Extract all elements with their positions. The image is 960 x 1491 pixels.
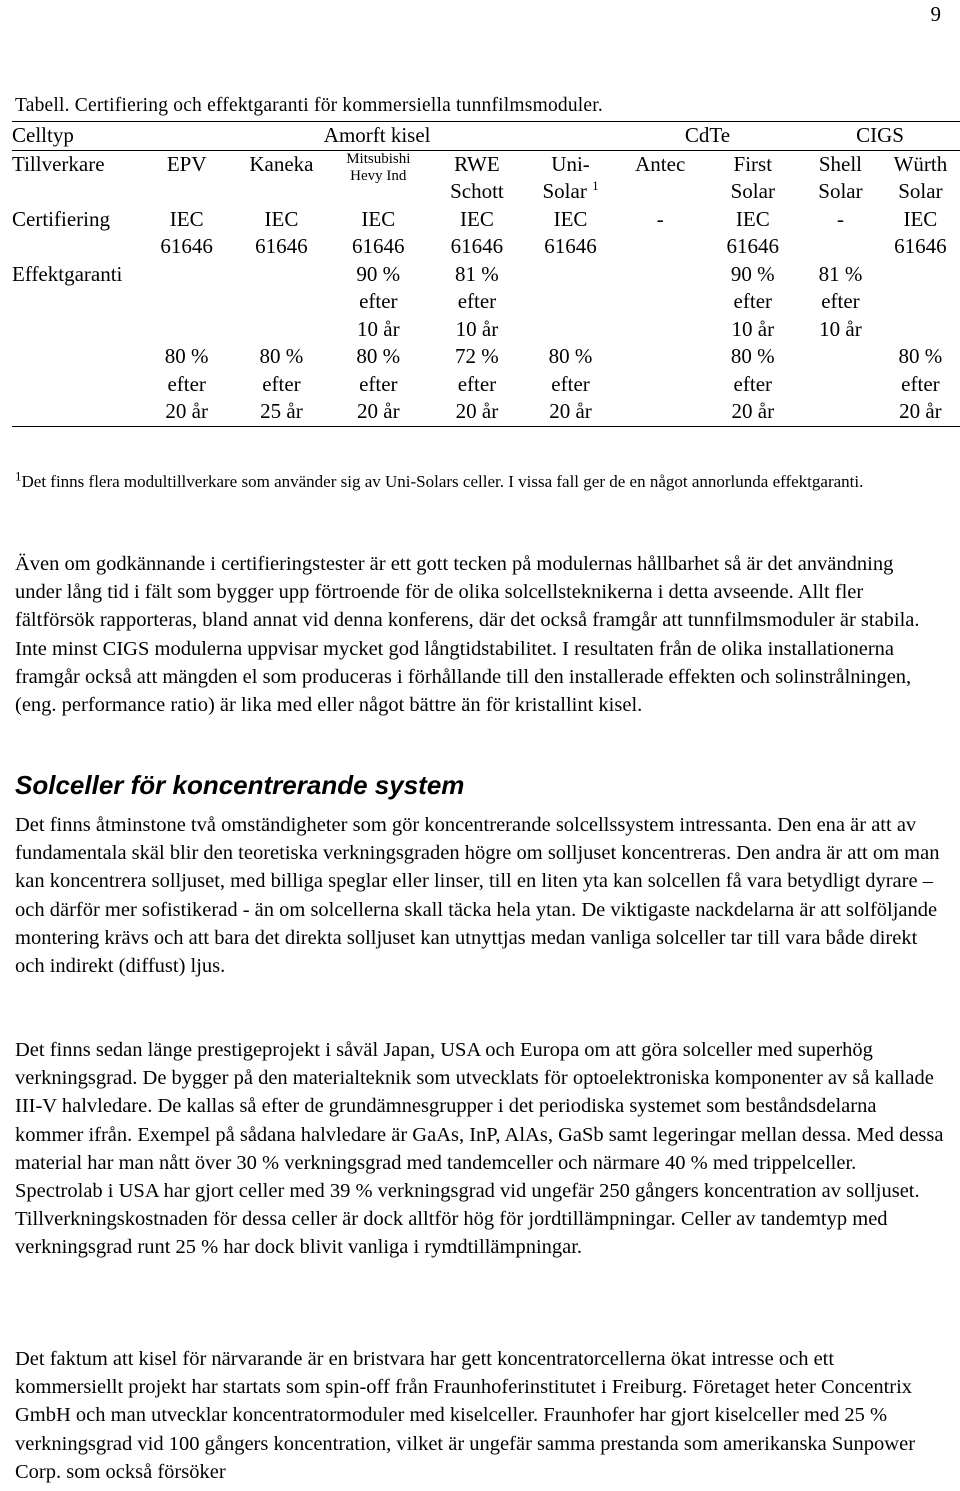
cell-certification: IEC 61646 xyxy=(450,206,504,258)
page-number: 9 xyxy=(930,2,941,26)
cell-warranty: 80 % efter 25 år xyxy=(234,343,329,426)
table-caption: Tabell. Certifiering och effektgaranti för kommersiella tunnfilmsmoduler. xyxy=(15,95,603,116)
group-amorphous: Amorft kisel xyxy=(139,122,615,151)
cell-certification: IEC 61646 xyxy=(894,206,947,258)
cell-manufacturer: EPV xyxy=(139,150,234,206)
certification-table xyxy=(12,121,960,427)
cell-manufacturer: Antec xyxy=(615,150,706,206)
cell-warranty xyxy=(615,343,706,426)
table-row-celltype xyxy=(12,122,960,151)
table-row-warranty-long xyxy=(12,343,960,426)
cell-warranty: 90 % efter 10 år xyxy=(356,261,401,341)
cell-warranty: 80 % efter 20 år xyxy=(329,343,428,426)
cell-manufacturer: Würth Solar xyxy=(881,150,960,206)
cell-warranty xyxy=(881,261,960,344)
section-heading: Solceller för koncentrerande system xyxy=(15,770,465,800)
cell-warranty: 80 % efter 20 år xyxy=(526,343,615,426)
group-cdte: CdTe xyxy=(615,122,800,151)
row-label-celltype: Celltyp xyxy=(12,122,139,151)
paragraph-iii-v-cells: Det finns sedan länge prestigeprojekt i såväl Japan, USA och Europa om att göra solceller med superhög verkningsgrad. De bygger på den materialteknik som utvecklats för optoelektroniska komponenter av så kallade III-V halvledare. De kallas så efter de grundämnesgrupper i det periodiska systemet som beståndsdelarna kommer ifrån. Exempel på sådana halvledare är GaAs, InP, AlAs, GaSb samt legeringar mellan dessa. Med dessa material har man nått över 30 % verkningsgrad med tandemceller och närmare 40 % med trippelceller. Spectrolab i USA har gjort celler med 39 % verkningsgrad vid ungefär 250 gångers koncentration av solljuset. Tillverkningskostnaden för dessa celler är dock alltför hög för jordtillämpningar. Celler av tandemtyp med verkningsgrad runt 25 % har dock blivit vanliga i rymdtillämpningar. xyxy=(15,1039,944,1259)
paragraph-certification-stability: Även om godkännande i certifieringstester är ett gott tecken på modulernas hållbarhet så är det användning under lång tid i fält som bygger upp förtroende för de olika solcellsteknikerna i detta avseende. Allt fler fältförsök rapporteras, bland annat vid denna konferens, där det också framgår att tunnfilmsmoduler är stabila. Inte minst CIGS modulerna uppvisar mycket god långtidstabilitet. I resultaten från de olika installationerna framgår också att mängden el som produceras i förhållande till den installerade effekten och solinstrålningen, (eng. performance ratio) är lika med eller något bättre än för kristallint kisel. xyxy=(15,553,920,717)
cell-manufacturer: RWE Schott xyxy=(428,150,526,206)
cell-warranty: 81 % efter 10 år xyxy=(818,261,863,341)
table-row-warranty-10yr xyxy=(12,261,960,344)
cell-manufacturer: Uni- Solar $^1$ xyxy=(526,150,615,206)
paragraph-concentrating-intro: Det finns åtminstone två omständigheter som gör koncentrerande solcellssystem intressanta. Den ena är att av fundamentala skäl blir den teoretiska verkningsgraden högre om solljuset koncentreras. Den andra är att om man kan koncentrera solljuset, med billiga speglar eller linser, till en liten yta kan solcellen få vara betydligt dyrare – och därför mer sofistikerad - än om solcellerna skall täcka hela ytan. De viktigaste nackdelarna är att solföljande montering krävs och att bara det direkta solljuset kan utnyttjas medan vanliga solceller tar till vara både direkt och indirekt (diffust) ljus. xyxy=(15,814,940,978)
cell-warranty xyxy=(526,261,615,344)
cell-warranty: 80 % efter 20 år xyxy=(139,343,234,426)
cell-manufacturer: Mitsubishi Hevy Ind xyxy=(329,150,428,206)
cell-warranty: 72 % efter 20 år xyxy=(428,343,526,426)
cell-manufacturer: Shell Solar xyxy=(800,150,881,206)
footnote-mark: 1 xyxy=(15,468,22,484)
cell-warranty xyxy=(234,261,329,344)
group-cigs: CIGS xyxy=(800,122,960,151)
paragraph-silicon-concentrators: Det faktum att kisel för närvarande är en bristvara har gett koncentratorcellerna ökat intresse och ett kommersiellt projekt har startats som spin-off från Fraunhoferinstitutet i Freiburg. Företaget heter Concentrix GmbH och man utvecklar koncentratormoduler med kiselceller. Fraunhofer har gjort kiselceller med 25 % verkningsgrad vid 100 gångers koncentration, vilket är ungefär samma prestanda som amerikanska Sunpower Corp. som också försöker xyxy=(15,1348,916,1483)
cell-warranty: 80 % efter 20 år xyxy=(881,343,960,426)
cell-warranty: 90 % efter 10 år xyxy=(730,261,775,341)
table-footnote xyxy=(15,468,950,492)
cell-certification: IEC 61646 xyxy=(544,206,597,258)
cell-manufacturer: First Solar xyxy=(706,150,801,206)
table-row-manufacturer xyxy=(12,150,960,206)
cell-certification: IEC 61646 xyxy=(352,206,405,258)
row-label-warranty: Effektgaranti xyxy=(12,261,123,286)
footnote-text: Det finns flera modultillverkare som använder sig av Uni-Solars celler. I vissa fall ger de en något annorlunda effektgaranti. xyxy=(21,472,864,491)
cell-warranty xyxy=(139,261,234,344)
cell-certification: - xyxy=(656,206,664,231)
cell-warranty: 81 % efter 10 år xyxy=(455,261,499,341)
row-label-manufacturer: Tillverkare xyxy=(12,150,139,206)
table-row-certification xyxy=(12,206,960,261)
row-label-certification: Certifiering xyxy=(12,206,110,231)
cell-certification: IEC 61646 xyxy=(160,206,213,258)
cell-manufacturer: Kaneka xyxy=(234,150,329,206)
row-label-empty xyxy=(12,343,139,426)
cell-warranty: 80 % efter 20 år xyxy=(706,343,801,426)
cell-warranty xyxy=(615,261,706,344)
cell-warranty xyxy=(800,343,881,426)
cell-certification: IEC 61646 xyxy=(255,206,308,258)
footnote-marker: 1 xyxy=(592,178,599,193)
cell-certification: IEC 61646 xyxy=(726,206,780,258)
cell-certification: - xyxy=(836,206,844,231)
